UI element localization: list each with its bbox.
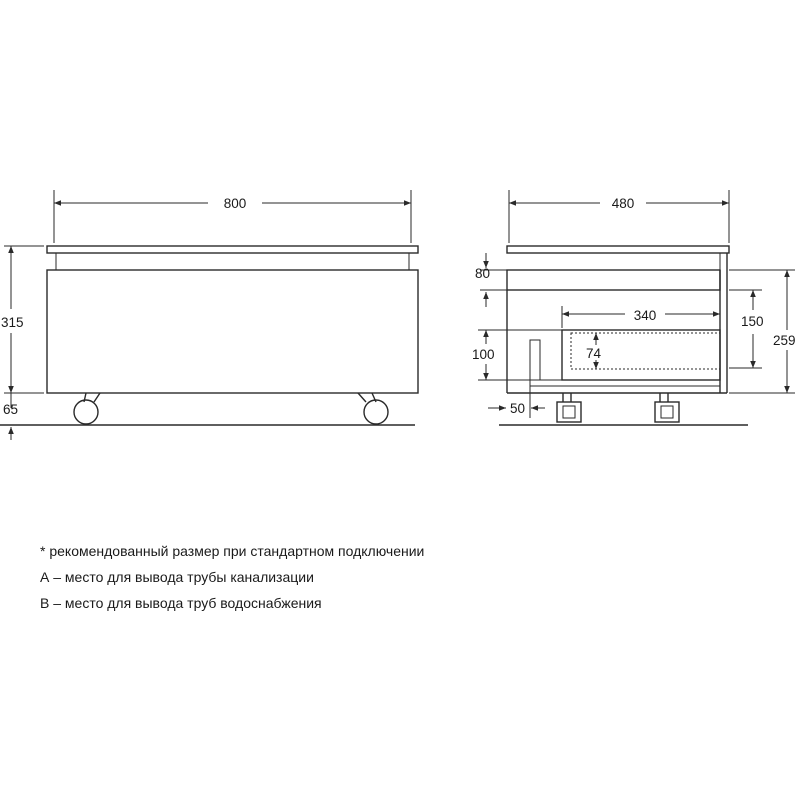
side-left-height-label: 100 [472, 347, 495, 362]
front-countertop [47, 246, 418, 253]
side-countertop [507, 246, 729, 253]
front-view [0, 190, 418, 440]
side-left-height-dimension [472, 330, 562, 380]
front-width-label: 800 [223, 196, 247, 211]
front-wheel-left [74, 393, 100, 424]
side-offset-dimension [488, 386, 545, 418]
side-depth-label: 480 [611, 196, 635, 211]
side-inner-width-dimension [562, 306, 720, 328]
side-right-height-dimension [729, 290, 764, 368]
front-leg-label: 65 [3, 402, 19, 417]
note-sewer-outlet: А – место для вывода трубы канализации [40, 569, 314, 585]
note-water-supply: В – место для вывода труб водоснабжения [40, 595, 322, 611]
note-recommended-size: * рекомендованный размер при стандартном подключении [40, 543, 425, 559]
side-foot-left [557, 393, 581, 422]
front-wheel-right [358, 393, 388, 424]
legend-notes [40, 538, 760, 616]
side-view [472, 190, 796, 425]
side-drawer-band [507, 270, 720, 290]
side-top-label: 80 [475, 266, 491, 281]
side-foot-right [655, 393, 679, 422]
side-inner-height-label: 74 [586, 346, 602, 361]
front-height-dimension [0, 246, 44, 393]
side-right-height-label: 150 [741, 314, 764, 329]
front-height-label: 315 [1, 315, 24, 330]
front-width-dimension [54, 190, 411, 243]
side-bottom-shelf [530, 380, 720, 386]
side-total-height-dimension [729, 270, 796, 393]
front-cabinet-body [47, 270, 418, 393]
side-left-post [530, 340, 540, 380]
side-inner-width-label: 340 [633, 308, 657, 323]
side-offset-label: 50 [510, 401, 526, 416]
side-top-dimension [475, 253, 507, 307]
front-leg-dimension [3, 393, 18, 440]
side-inner-height-dimension [586, 333, 602, 369]
side-depth-dimension [509, 190, 729, 243]
side-total-height-label: 259 [773, 333, 796, 348]
